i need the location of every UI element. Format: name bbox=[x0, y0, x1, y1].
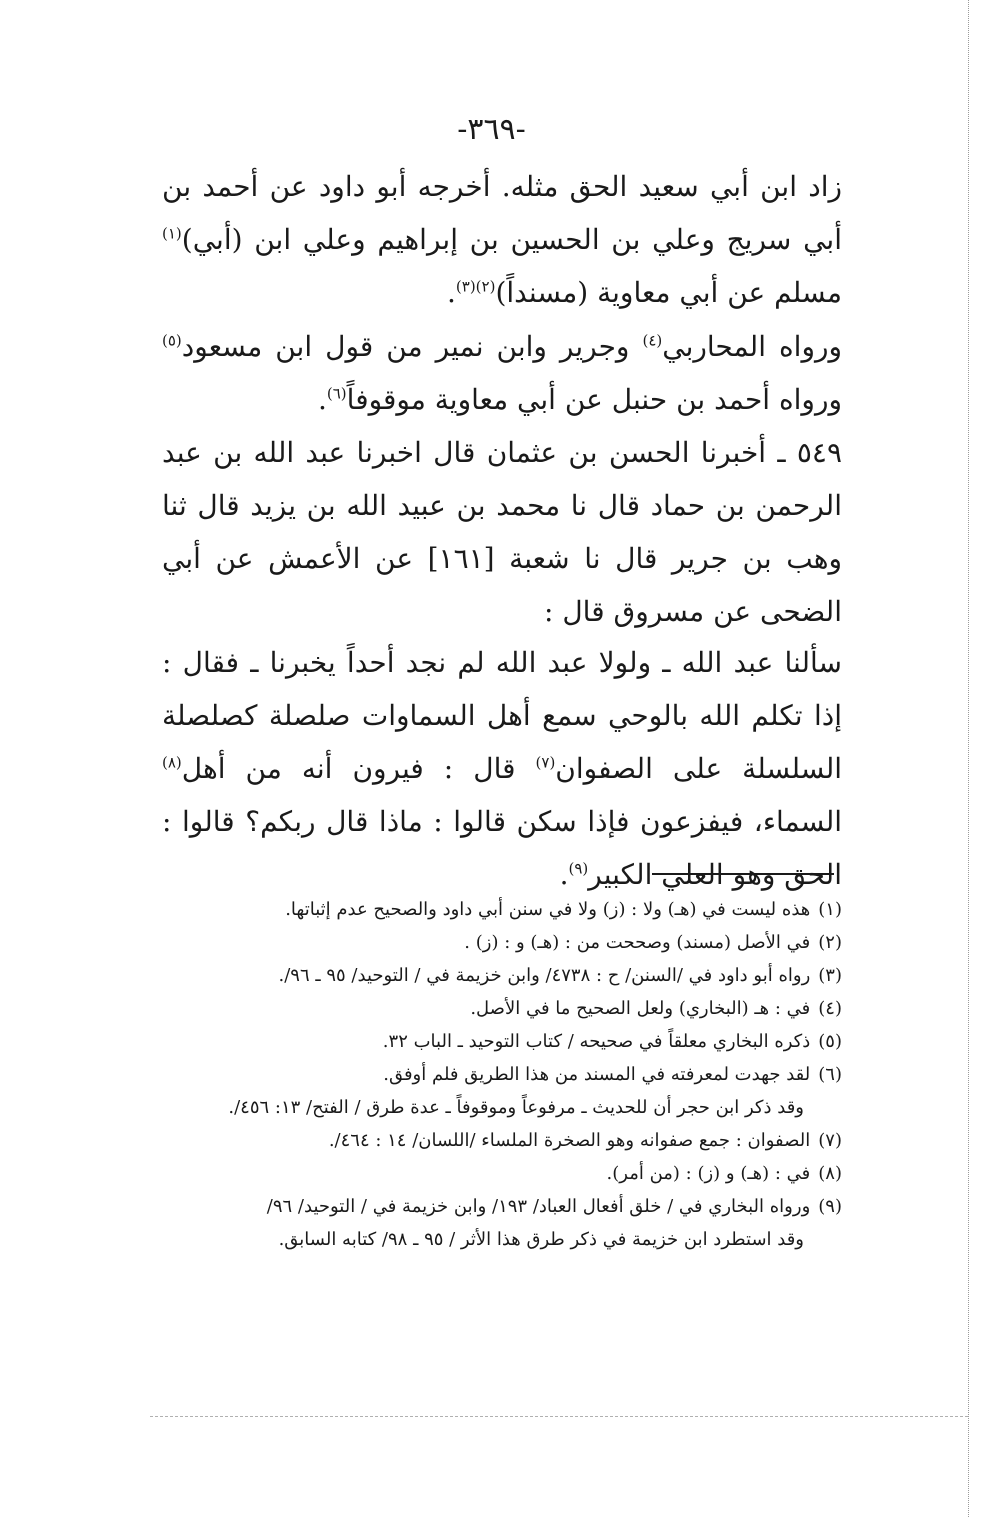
footnote-5 bbox=[152, 1025, 842, 1058]
paragraph-1 bbox=[162, 160, 842, 319]
footnote-1 bbox=[152, 893, 842, 926]
paragraph-end: . bbox=[559, 858, 569, 891]
footnote-text: لقد جهدت لمعرفته في المسند من هذا الطريق فلم أوفق. bbox=[383, 1064, 811, 1085]
footnote-ref-8: (٨) bbox=[162, 753, 182, 772]
paragraph-text: ورواه المحاربي bbox=[662, 330, 843, 363]
footnote-4 bbox=[152, 992, 842, 1025]
footnote-8 bbox=[152, 1157, 842, 1190]
footnote-text: هذه ليست في (هـ) ولا : (ز) ولا في سنن أبي داود والصحيح عدم إثباتها. bbox=[285, 899, 811, 920]
footnote-text: وقد استطرد ابن خزيمة في ذكر طرق هذا الأثر / ٩٥ ـ ٩٨/ كتابه السابق. bbox=[278, 1229, 804, 1250]
footnote-ref-7: (٧) bbox=[535, 753, 556, 772]
footnote-text: في : (هـ) و (ز) : (من أمر). bbox=[606, 1163, 811, 1184]
footnote-number: (١) bbox=[818, 899, 842, 920]
footnote-number: (٤) bbox=[818, 998, 842, 1019]
footnote-text: ورواه البخاري في / خلق أفعال العباد/ ١٩٣/ وابن خزيمة في / التوحيد/ ٩٦/ bbox=[266, 1196, 811, 1217]
footnote-number: (٨) bbox=[818, 1163, 842, 1184]
paragraph-text: السماء، فيفزعون فإذا سكن قالوا : ماذا قال ربكم؟ قالوا : الحق وهو العلي الكبير bbox=[162, 805, 842, 891]
footnote-ref-2-3: (٢)(٣) bbox=[455, 277, 496, 296]
paragraph-2 bbox=[162, 320, 842, 426]
footnote-ref-6: (٦) bbox=[326, 384, 347, 403]
footnote-2 bbox=[152, 926, 842, 959]
paragraph-text: وجرير وابن نمير من قول ابن مسعود bbox=[181, 330, 643, 363]
paragraph-text: ورواه أحمد بن حنبل عن أبي معاوية موقوفاً bbox=[346, 383, 842, 416]
footnote-number: (٥) bbox=[818, 1031, 842, 1052]
footnote-6-continued bbox=[152, 1091, 842, 1124]
footnotes bbox=[152, 893, 842, 1256]
footnote-ref-4: (٤) bbox=[642, 331, 663, 350]
footnote-text: رواه أبو داود في /السنن/ ح : ٤٧٣٨/ وابن خزيمة في / التوحيد/ ٩٥ ـ ٩٦/. bbox=[278, 965, 811, 986]
page-number: -٣٦٩- bbox=[457, 112, 526, 147]
paragraph-text: قال : فيرون أنه من أهل bbox=[181, 752, 536, 785]
paragraph-end: . bbox=[447, 276, 456, 309]
page-edge-right bbox=[968, 0, 969, 1517]
footnote-9-continued bbox=[152, 1223, 842, 1256]
paragraph-end: . bbox=[317, 383, 327, 416]
footnote-text: في الأصل (مسند) وصححت من : (هـ) و : (ز) . bbox=[464, 932, 811, 953]
footnote-separator bbox=[652, 873, 834, 875]
paragraph-text: سألنا عبد الله ـ ولولا عبد الله لم نجد أحداً يخبرنا ـ فقال : إذا تكلم الله بالوحي سمع أهل السماوات صلصلة كصلصلة السلسلة على الصفوان bbox=[162, 646, 843, 785]
footnote-text: الصفوان : جمع صفوانه وهو الصخرة الملساء /اللسان/ ١٤ : ٤٦٤/. bbox=[328, 1130, 811, 1151]
footnote-number: (٧) bbox=[818, 1130, 842, 1151]
paragraph-text: زاد ابن أبي سعيد الحق مثله. أخرجه أبو داود عن أحمد بن أبي سريج وعلي بن الحسين بن إبراهيم وعلي ابن (أبي) bbox=[162, 170, 842, 256]
footnote-ref-9: (٩) bbox=[568, 859, 589, 878]
footnote-6 bbox=[152, 1058, 842, 1091]
footnote-text: وقد ذكر ابن حجر أن للحديث ـ مرفوعاً وموقوفاً ـ عدة طرق / الفتح/ ١٣: ٤٥٦/. bbox=[228, 1097, 804, 1118]
footnote-7 bbox=[152, 1124, 842, 1157]
footnote-text: ذكره البخاري معلقاً في صحيحه / كتاب التوحيد ـ الباب ٣٢. bbox=[382, 1031, 811, 1052]
footnote-3 bbox=[152, 959, 842, 992]
footnote-text: في : هـ (البخاري) ولعل الصحيح ما في الأصل. bbox=[470, 998, 811, 1019]
page-edge-bottom bbox=[150, 1416, 968, 1417]
paragraph-text: مسلم عن أبي معاوية (مسنداً) bbox=[495, 276, 842, 309]
footnote-ref-5: (٥) bbox=[162, 331, 182, 350]
paragraph-4 bbox=[162, 636, 842, 901]
paragraph-text: ٥٤٩ ـ أخبرنا الحسن بن عثمان قال اخبرنا عبد الله بن عبد الرحمن بن حماد قال نا محمد بن عبيد الله بن يزيد قال ثنا وهب بن جرير قال نا شعبة [١٦١] عن الأعمش عن أبي الضحى عن مسروق قال : bbox=[162, 436, 842, 628]
footnote-number: (٩) bbox=[818, 1196, 842, 1217]
footnote-number: (٦) bbox=[818, 1064, 842, 1085]
footnote-ref-1: (١) bbox=[162, 224, 182, 243]
footnote-number: (٢) bbox=[818, 932, 842, 953]
paragraph-3-hadith-549 bbox=[162, 426, 842, 638]
footnote-number: (٣) bbox=[818, 965, 842, 986]
footnote-9 bbox=[152, 1190, 842, 1223]
